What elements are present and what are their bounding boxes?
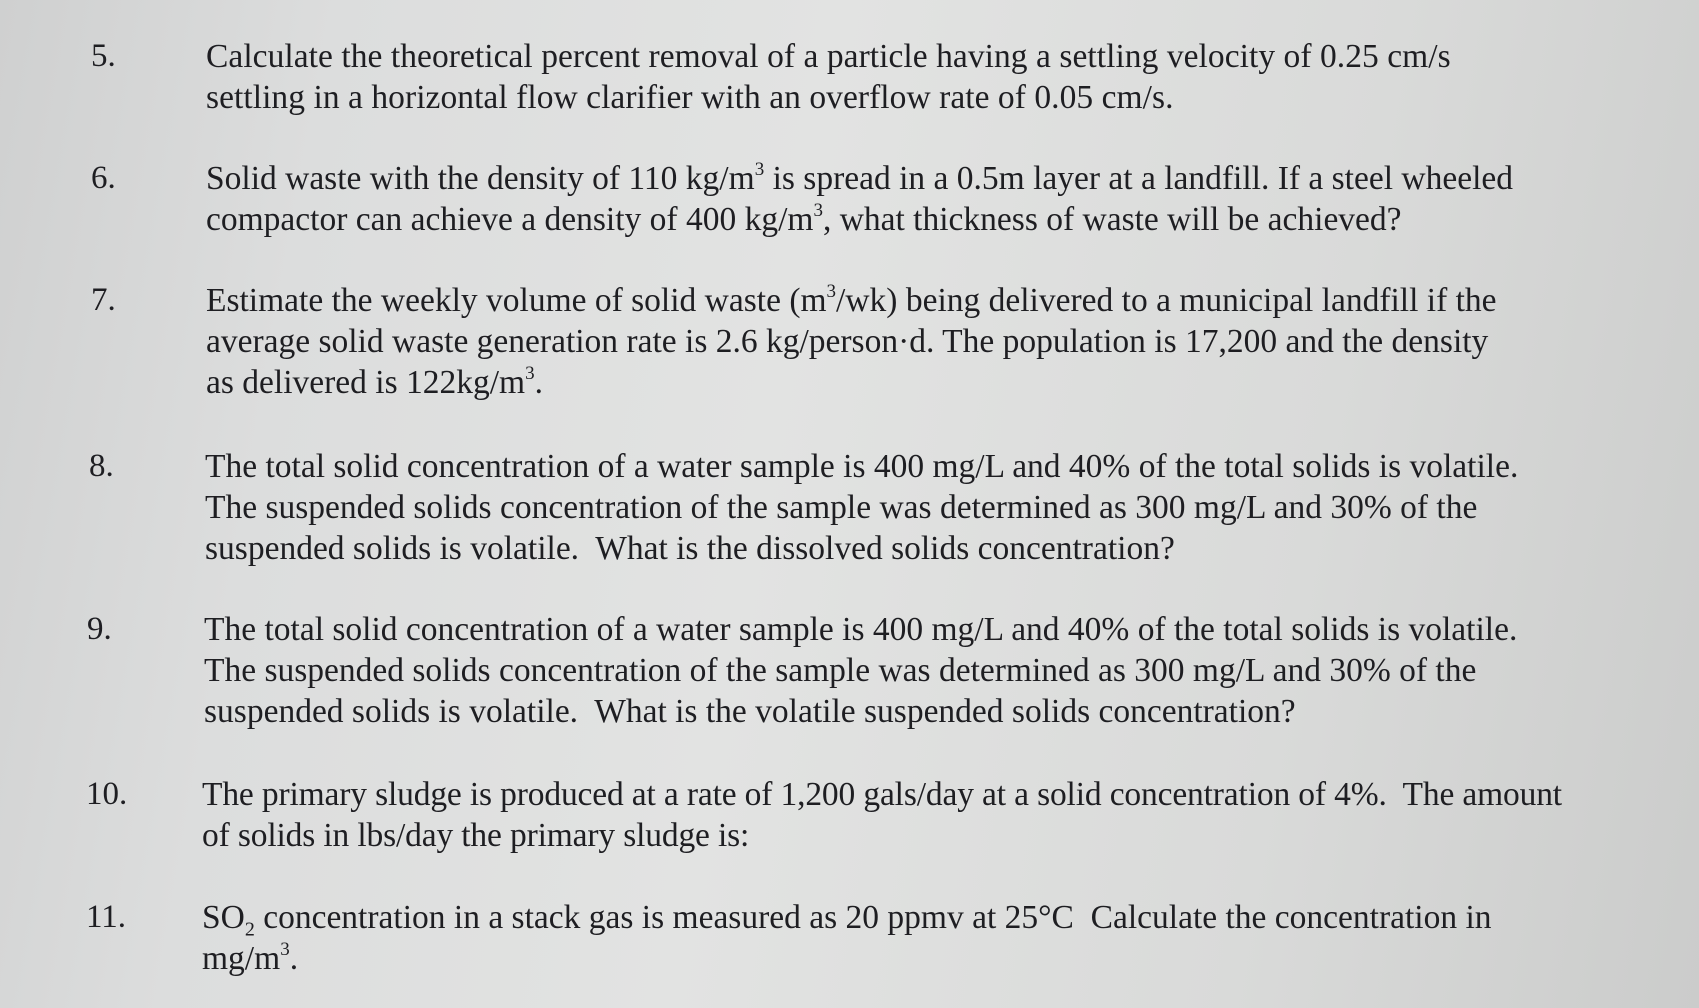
question-line: suspended solids is volatile. What is the volatile suspended solids concentration? (204, 693, 1296, 730)
question-text (206, 280, 1497, 403)
question-line: The suspended solids concentration of the sample was determined as 300 mg/L and 30% of the (204, 652, 1477, 689)
question-line: settling in a horizontal flow clarifier with an overflow rate of 0.05 cm/s. (206, 79, 1174, 116)
question-line: compactor can achieve a density of 400 $kg/m^3$, what thickness of waste will be achieved? (206, 199, 1402, 238)
question-line: suspended solids is volatile. What is the dissolved solids concentration? (205, 530, 1175, 567)
question-line: The suspended solids concentration of the sample was determined as 300 mg/L and 30% of the (205, 489, 1478, 526)
question-text (204, 609, 1517, 732)
question-number: 8. (89, 448, 114, 484)
question-line: $mg/m^3$. (202, 938, 299, 977)
question-number: 5. (91, 38, 116, 74)
question-line: Calculate the theoretical percent removal of a particle having a settling velocity of 0.25 cm/s (206, 38, 1451, 75)
question-number: 9. (87, 611, 112, 647)
question-number: 11. (86, 899, 127, 935)
question-line: The total solid concentration of a water sample is 400 mg/L and 40% of the total solids is volatile. (204, 611, 1518, 648)
question-text (206, 158, 1513, 240)
question-line: The total solid concentration of a water sample is 400 mg/L and 40% of the total solids is volatile. (205, 448, 1519, 485)
question-number: 7. (91, 282, 116, 318)
question-text (202, 774, 1562, 856)
question-number: 6. (91, 160, 116, 196)
question-number: 10. (86, 776, 128, 812)
question-text (206, 36, 1451, 118)
question-line: The primary sludge is produced at a rate of 1,200 gals/day at a solid concentration of 4%. The amount (202, 776, 1562, 813)
question-line: of solids in lbs/day the primary sludge is: (202, 817, 750, 854)
question-line: $SO_2$ concentration in a stack gas is measured as 20 ppmv at 25°C Calculate the concentration in (202, 899, 1492, 941)
question-line: average solid waste generation rate is 2.6 kg/person·d. The population is 17,200 and the density (206, 323, 1489, 360)
question-text (202, 897, 1492, 979)
question-line: Estimate the weekly volume of solid waste $(m^3/wk)$ being delivered to a municipal landfill if the (206, 280, 1497, 319)
question-text (205, 446, 1518, 569)
question-line: Solid waste with the density of 110 $kg/m^3$ is spread in a 0.5m layer at a landfill. If a steel wheeled (206, 158, 1513, 197)
question-line: as delivered is $122kg/m^3$. (206, 362, 543, 401)
